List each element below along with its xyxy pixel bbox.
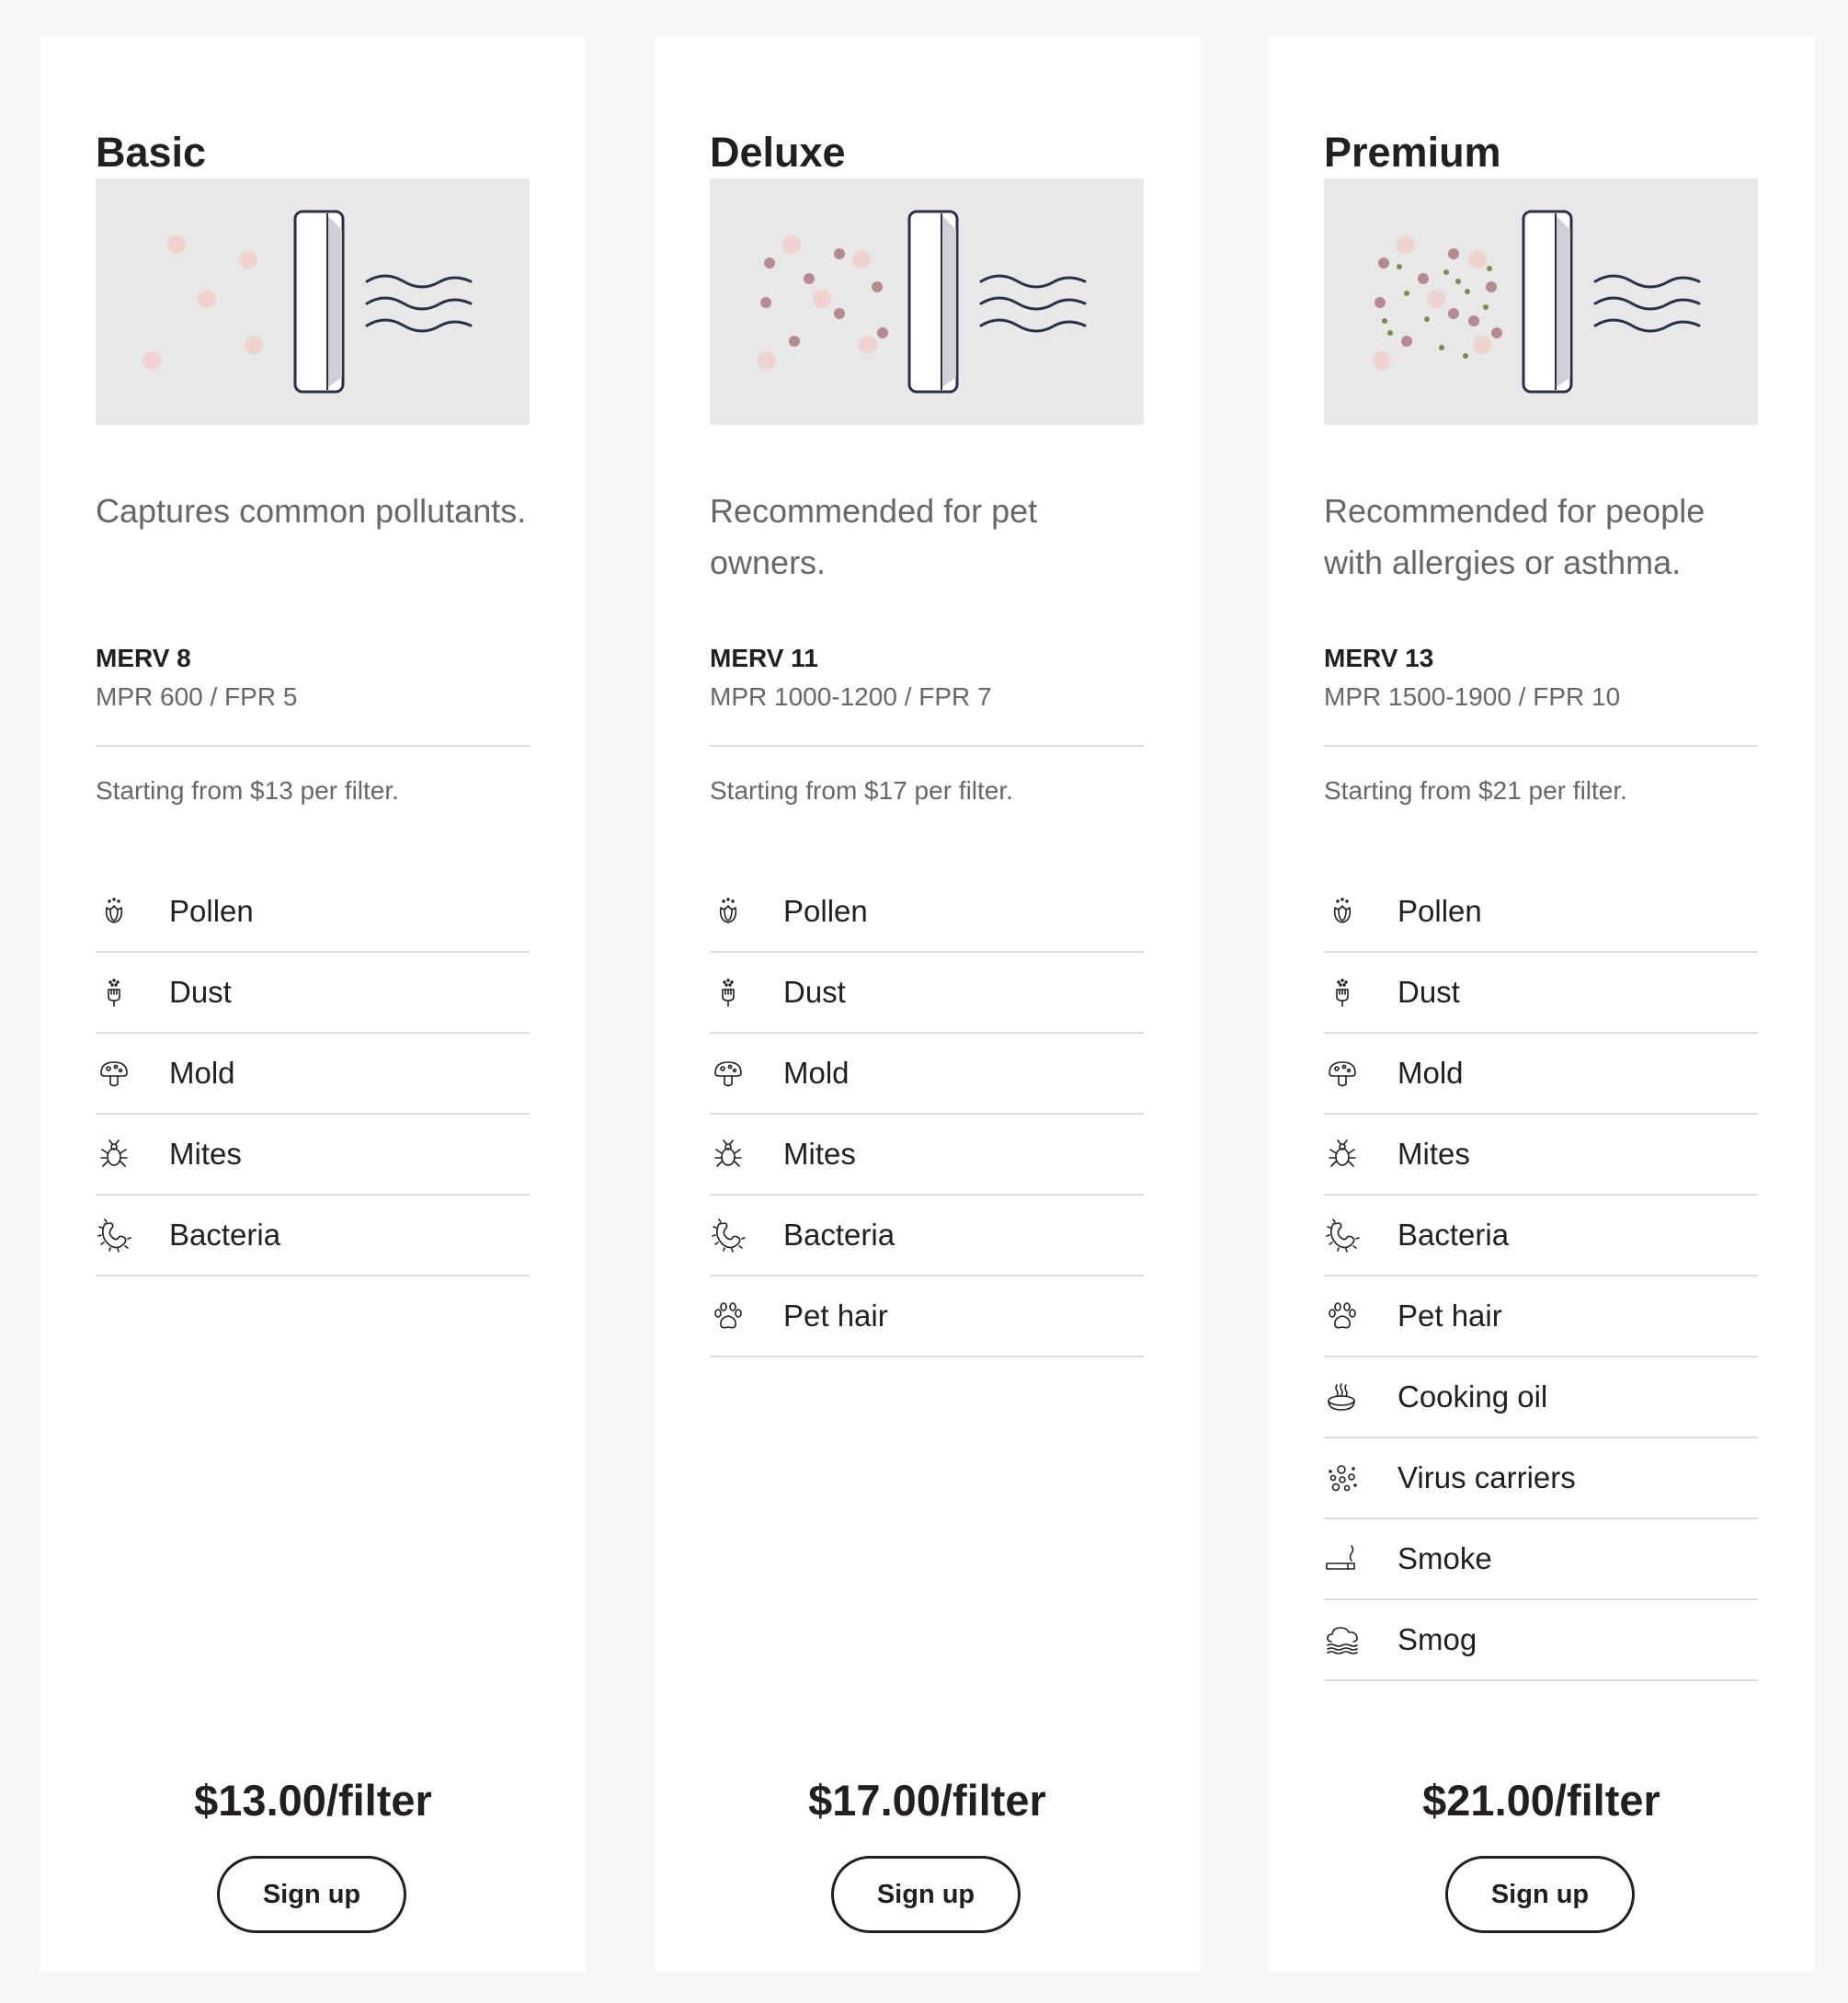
pollen-icon (710, 893, 747, 930)
plan-card-basic (40, 37, 586, 1972)
particle-dot (239, 250, 257, 269)
feature-item (1324, 872, 1758, 953)
feature-label: Dust (783, 975, 846, 1009)
starting-price-note: Starting from $13 per filter. (96, 776, 399, 805)
particle-dot (1463, 353, 1468, 359)
feature-item (1324, 1196, 1758, 1276)
plan-title: Premium (1324, 129, 1501, 176)
starting-price-note: Starting from $21 per filter. (1324, 776, 1627, 805)
airflow-waves (367, 276, 471, 331)
filter-illustration (96, 178, 530, 425)
virus-icon (1324, 1459, 1361, 1496)
filter-panel (909, 212, 957, 392)
feature-item (1324, 1438, 1758, 1519)
mites-icon (1324, 1136, 1361, 1173)
particle-dot (1439, 345, 1444, 350)
particle-dot (1378, 258, 1389, 269)
feature-label: Smog (1397, 1622, 1477, 1656)
particle-dot (1486, 281, 1497, 292)
feature-label: Mites (1397, 1137, 1470, 1171)
particle-dot (1468, 250, 1487, 269)
particle-dot (789, 336, 800, 347)
feature-item (96, 1034, 530, 1115)
particle-dot (1427, 290, 1445, 308)
plan-price: $17.00/filter (808, 1776, 1046, 1825)
bacteria-icon (96, 1217, 132, 1253)
particle-dot (1404, 291, 1409, 296)
feature-label: Virus carriers (1397, 1460, 1576, 1494)
feature-item (1324, 1276, 1758, 1357)
particle-dot (760, 297, 771, 308)
particle-dot (764, 258, 775, 269)
feature-list (710, 872, 1144, 1357)
sign-up-button[interactable]: Sign up (831, 1856, 1021, 1933)
particle-dot (1465, 289, 1470, 294)
feature-item (1324, 1034, 1758, 1115)
smog-cloud-icon (1324, 1621, 1361, 1658)
particle-dot (1448, 308, 1459, 319)
feature-label: Bacteria (169, 1218, 281, 1252)
pollen-icon (1324, 893, 1361, 930)
feature-list (1324, 872, 1758, 1681)
particle-dot (1424, 316, 1430, 322)
feature-item (96, 1196, 530, 1276)
feature-label: Bacteria (1397, 1218, 1510, 1252)
feature-item (1324, 1600, 1758, 1681)
feature-item (710, 953, 1144, 1034)
feature-label: Mold (169, 1056, 235, 1090)
feature-label: Cooking oil (1397, 1379, 1548, 1414)
plan-card-premium (1269, 37, 1814, 1972)
feature-label: Pollen (1397, 894, 1482, 928)
paw-icon (710, 1298, 747, 1334)
starting-price-note: Starting from $17 per filter. (710, 776, 1013, 805)
feature-label: Dust (1397, 975, 1460, 1009)
dust-icon (710, 974, 747, 1011)
particle-dot (1491, 327, 1502, 338)
feature-list (96, 872, 530, 1276)
filter-panel (295, 212, 343, 392)
particle-dot (834, 308, 845, 319)
bacteria-icon (710, 1217, 747, 1253)
mpr-fpr-rating: MPR 600 / FPR 5 (96, 682, 298, 711)
feature-label: Mites (783, 1137, 856, 1171)
sign-up-button[interactable]: Sign up (217, 1856, 406, 1933)
plan-description: Captures common pollutants. (96, 492, 527, 530)
particle-dot (1487, 266, 1492, 271)
particle-dot (1397, 264, 1402, 269)
particle-dot (877, 327, 888, 338)
filter-illustration (710, 178, 1144, 425)
dust-icon (96, 974, 132, 1011)
sign-up-button[interactable]: Sign up (1445, 1856, 1635, 1933)
particle-dot (1373, 351, 1391, 370)
plan-title: Deluxe (710, 129, 846, 176)
particle-dot (1455, 279, 1461, 284)
mold-icon (96, 1055, 132, 1092)
feature-item (710, 1034, 1144, 1115)
particle-dot (813, 290, 831, 308)
particle-dot (167, 235, 186, 254)
particle-dot (1401, 336, 1412, 347)
cigarette-icon (1324, 1540, 1361, 1577)
filter-panel (1523, 212, 1571, 392)
particle-dot (1397, 235, 1415, 254)
bacteria-icon (1324, 1217, 1361, 1253)
particle-dot (143, 351, 161, 370)
feature-label: Dust (169, 975, 232, 1009)
mold-icon (710, 1055, 747, 1092)
feature-item (710, 872, 1144, 953)
divider (1324, 745, 1758, 747)
pollen-icon (96, 893, 132, 930)
feature-item (96, 953, 530, 1034)
particle-dot (758, 351, 776, 370)
dust-icon (1324, 974, 1361, 1011)
feature-label: Bacteria (783, 1218, 895, 1252)
plan-description: Recommended for pet owners. (710, 492, 1038, 581)
particle-dot (859, 336, 877, 354)
feature-label: Pollen (169, 894, 254, 928)
merv-rating: MERV 11 (710, 644, 818, 672)
feature-item (1324, 1519, 1758, 1600)
particle-dot (245, 336, 263, 354)
paw-icon (1324, 1298, 1361, 1334)
plan-price: $13.00/filter (194, 1776, 432, 1825)
particle-dot (1387, 330, 1393, 336)
merv-rating: MERV 13 (1324, 644, 1434, 672)
feature-label: Pet hair (1397, 1299, 1502, 1333)
feature-item (96, 1115, 530, 1196)
feature-item (1324, 953, 1758, 1034)
merv-rating: MERV 8 (96, 644, 191, 672)
feature-label: Pet hair (783, 1299, 888, 1333)
particle-dot (782, 235, 801, 254)
plan-description: Recommended for people with allergies or asthma. (1324, 492, 1705, 581)
particle-dot (1448, 248, 1459, 259)
plan-title: Basic (96, 129, 207, 176)
particle-dot (1418, 273, 1429, 284)
feature-item (1324, 1115, 1758, 1196)
airflow-waves (981, 276, 1085, 331)
feature-label: Pollen (783, 894, 868, 928)
feature-label: Mold (1397, 1056, 1464, 1090)
mites-icon (96, 1136, 132, 1173)
feature-label: Smoke (1397, 1541, 1492, 1575)
particle-dot (1468, 315, 1479, 326)
particle-dot (1473, 336, 1491, 354)
particle-dot (834, 248, 845, 259)
plan-price: $21.00/filter (1422, 1776, 1660, 1825)
frying-pan-icon (1324, 1379, 1361, 1415)
particle-dot (852, 250, 871, 269)
mold-icon (1324, 1055, 1361, 1092)
particle-dot (1483, 304, 1489, 310)
feature-item (710, 1115, 1144, 1196)
particle-dot (1375, 297, 1386, 308)
plan-card-deluxe (655, 37, 1200, 1972)
feature-item (710, 1276, 1144, 1357)
filter-illustration (1324, 178, 1758, 425)
particle-dot (198, 290, 216, 308)
feature-item (96, 872, 530, 953)
particle-dot (872, 281, 883, 292)
particle-dot (804, 273, 815, 284)
feature-item (1324, 1357, 1758, 1438)
mites-icon (710, 1136, 747, 1173)
feature-label: Mites (169, 1137, 242, 1171)
mpr-fpr-rating: MPR 1000-1200 / FPR 7 (710, 682, 992, 711)
particle-dot (1382, 318, 1387, 324)
feature-label: Mold (783, 1056, 850, 1090)
feature-item (710, 1196, 1144, 1276)
divider (96, 745, 530, 747)
particle-dot (1443, 269, 1449, 275)
airflow-waves (1595, 276, 1699, 331)
divider (710, 745, 1144, 747)
mpr-fpr-rating: MPR 1500-1900 / FPR 10 (1324, 682, 1621, 711)
